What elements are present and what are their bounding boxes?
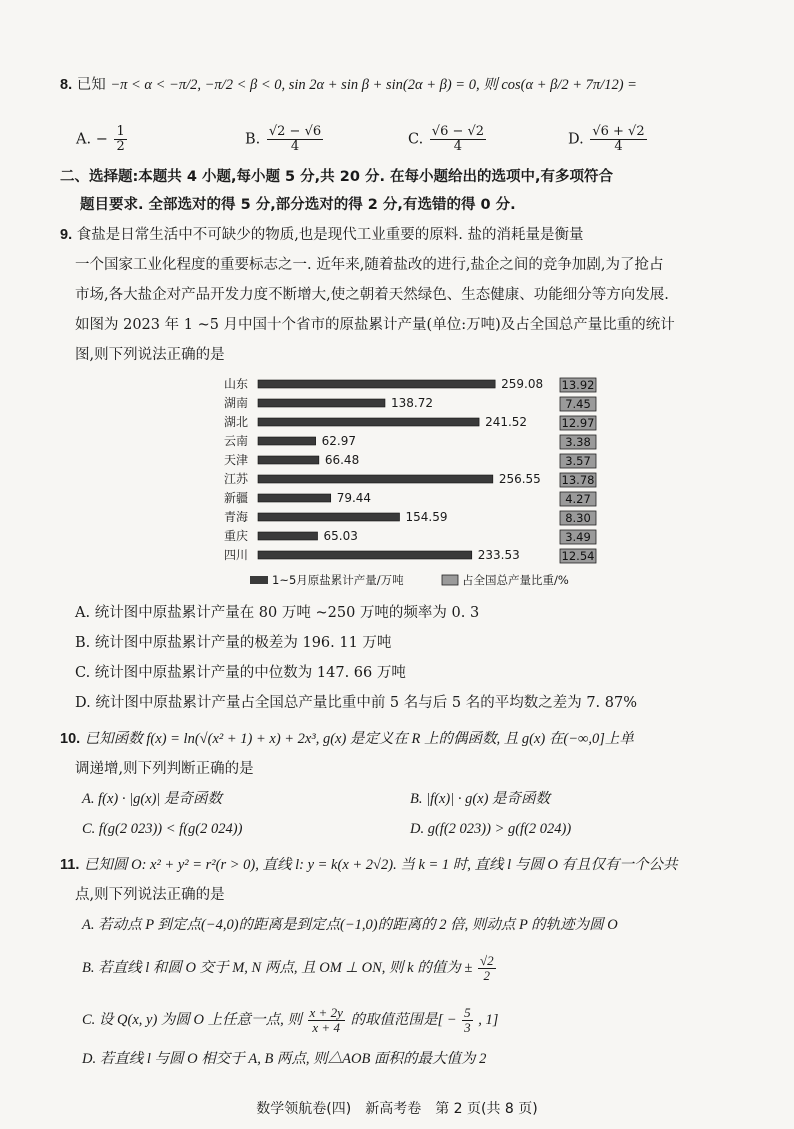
category-label: 山东 <box>224 377 249 391</box>
bar-value-label: 259.08 <box>501 377 544 391</box>
fraction: $\frac{√6 - √2}{4}$ <box>431 124 485 154</box>
q11-option-d: D. 若直线 l 与圆 O 相交于 A, B 两点, 则△AOB 面积的最大值为 2 <box>82 1051 487 1067</box>
category-label: 天津 <box>224 453 249 467</box>
q11-line-1: 11. 已知圆 O: x² + y² = r²(r > 0), 直线 l: y = k(x + 2√2). 当 k = 1 时, 直线 l 与圆 O 有且仅有一个公共 <box>60 857 678 873</box>
q8-stem-prefix: 已知 <box>76 77 106 93</box>
q10-number: 10. <box>60 731 81 747</box>
category-label: 新疆 <box>224 491 249 505</box>
q9-line-2: 一个国家工业化程度的重要标志之一. 近年来,随着盐改的进行,盐企之间的竞争加剧,为了抢占 <box>75 257 664 273</box>
category-label: 湖北 <box>224 415 249 429</box>
production-bar <box>258 456 319 464</box>
q10-line-1: 10. 已知函数 f(x) = ln(√(x² + 1) + x) + 2x³, g(x) 是定义在 R 上的偶函数, 且 g(x) 在(−∞,0]上单 <box>60 731 634 747</box>
production-bar <box>258 399 385 407</box>
bar-value-label: 233.53 <box>477 548 520 562</box>
fraction: $\frac{√6 + √2}{4}$ <box>592 124 645 154</box>
q8-option-d: D. $\frac{√6 + √2}{4}$ <box>568 124 645 154</box>
production-bar <box>258 551 472 559</box>
q8-stem <box>60 76 637 94</box>
q10-option-c: C. f(g(2 023)) < f(g(2 024)) <box>82 821 243 837</box>
q9-line-3: 市场,各大盐企对产品开发力度不断增大,使之朝着天然绿色、生态健康、功能细分等方向发展. <box>75 287 669 303</box>
salt-production-chart <box>220 372 610 600</box>
share-value-label: 3.57 <box>565 454 591 468</box>
production-bar <box>258 494 331 502</box>
production-bar <box>258 380 495 388</box>
q8-stem-condition: −π < α < −π/2, −π/2 < β < 0, sin 2α + sin β + sin(2α + β) = 0, 则 cos(α + β/2 + 7π/12) = <box>110 77 637 93</box>
q10-line-2: 调递增,则下列判断正确的是 <box>75 761 254 777</box>
category-label: 湖南 <box>224 396 249 410</box>
q10-option-d: D. g(f(2 023)) > g(f(2 024)) <box>410 821 572 837</box>
production-bar <box>258 475 493 483</box>
q11-option-c: C. 设 Q(x, y) 为圆 O 上任意一点, 则 $\frac{x + 2y}{x + 4}$ 的取值范围是[ − $\frac{5}{3}$ , 1] <box>82 1005 499 1035</box>
category-label: 重庆 <box>224 529 249 543</box>
share-value-label: 13.78 <box>561 473 595 487</box>
share-value-label: 8.30 <box>565 511 591 525</box>
category-label: 云南 <box>224 434 249 448</box>
fraction: $\frac{x + 2y}{x + 4}$ <box>309 1005 343 1035</box>
legend-label-production: 1~5月原盐累计产量/万吨 <box>272 573 404 587</box>
production-bar <box>258 418 479 426</box>
share-value-label: 12.54 <box>561 549 595 563</box>
q9-line-1: 9. 食盐是日常生活中不可缺少的物质,也是现代工业重要的原料. 盐的消耗量是衡量 <box>60 227 584 243</box>
fraction: $\frac{5}{3}$ <box>464 1005 471 1035</box>
q10-option-a: A. f(x) · |g(x)| 是奇函数 <box>82 791 223 807</box>
q11-option-b: B. 若直线 l 和圆 O 交于 M, N 两点, 且 OM ⊥ ON, 则 k 的值为 ± $\frac{√2}{2}$ <box>82 953 494 983</box>
bar-value-label: 79.44 <box>336 491 372 505</box>
page-footer: 数学领航卷(四) 新高考卷 第 2 页(共 8 页) <box>256 1101 538 1117</box>
legend-label-share: 占全国总产量比重/% <box>462 573 569 587</box>
bar-value-label: 62.97 <box>321 434 357 448</box>
bar-value-label: 256.55 <box>498 472 541 486</box>
q9-line-4: 如图为 2023 年 1 ~5 月中国十个省市的原盐累计产量(单位:万吨)及占全国总产量比重的统计 <box>75 317 675 333</box>
share-value-label: 3.49 <box>565 530 591 544</box>
bar-value-label: 65.03 <box>323 529 358 543</box>
q8-number: 8. <box>60 77 73 93</box>
fraction: $\frac{1}{2}$ <box>116 124 125 154</box>
section-heading-cont: 题目要求. 全部选对的得 5 分,部分选对的得 2 分,有选错的得 0 分. <box>80 197 516 213</box>
bar-value-label: 241.52 <box>485 415 528 429</box>
q9-number: 9. <box>60 227 73 243</box>
bar-value-label: 66.48 <box>324 453 360 467</box>
q11-option-a: A. 若动点 P 到定点(−4,0)的距离是到定点(−1,0)的距离的 2 倍, 则动点 P 的轨迹为圆 O <box>82 917 618 933</box>
q9-option-a: A. 统计图中原盐累计产量在 80 万吨 ~250 万吨的频率为 0. 3 <box>75 605 480 621</box>
q8-option-a: A. − $\frac{1}{2}$ <box>76 124 125 154</box>
q9-line-5: 图,则下列说法正确的是 <box>75 347 225 363</box>
bar-value-label: 138.72 <box>390 396 433 410</box>
share-value-label: 13.92 <box>561 378 595 392</box>
category-label: 江苏 <box>224 472 249 486</box>
bar-value-label: 154.59 <box>405 510 448 524</box>
q9-option-c: C. 统计图中原盐累计产量的中位数为 147. 66 万吨 <box>75 665 406 681</box>
q9-option-d: D. 统计图中原盐累计产量占全国总产量比重中前 5 名与后 5 名的平均数之差为 7. 87% <box>75 695 637 711</box>
q8-option-c: C. $\frac{√6 - √2}{4}$ <box>408 124 485 154</box>
share-value-label: 7.45 <box>565 397 591 411</box>
q8-option-b: B. $\frac{√2 - √6}{4}$ <box>245 124 322 154</box>
production-bar <box>258 532 318 540</box>
share-value-label: 4.27 <box>565 492 591 506</box>
fraction: $\frac{√2}{2}$ <box>479 953 494 983</box>
share-value-label: 3.38 <box>565 435 591 449</box>
q10-option-b: B. |f(x)| · g(x) 是奇函数 <box>410 791 551 807</box>
category-label: 青海 <box>224 510 249 524</box>
legend-swatch-share <box>442 575 458 585</box>
fraction: $\frac{√2 - √6}{4}$ <box>268 124 322 154</box>
q9-option-b: B. 统计图中原盐累计产量的极差为 196. 11 万吨 <box>75 635 392 651</box>
share-value-label: 12.97 <box>561 416 595 430</box>
category-label: 四川 <box>224 548 249 562</box>
production-bar <box>258 513 400 521</box>
q11-line-2: 点,则下列说法正确的是 <box>75 887 225 903</box>
legend-swatch-production <box>250 576 268 584</box>
q11-number: 11. <box>60 857 80 873</box>
production-bar <box>258 437 316 445</box>
section-heading: 二、选择题:本题共 4 小题,每小题 5 分,共 20 分. 在每小题给出的选项中,有多项符合 <box>60 169 614 185</box>
